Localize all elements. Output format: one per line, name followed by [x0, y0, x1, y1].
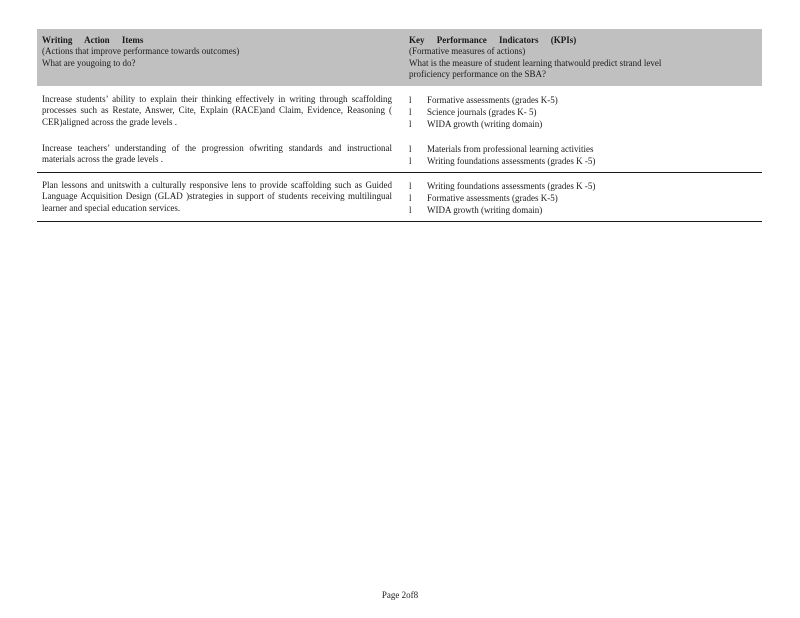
kpi-text: Writing foundations assessments (grades K -5) — [427, 181, 596, 191]
kpi-item — [409, 143, 749, 155]
header-kpi-question: What is the measure of student learning thatwould predict strand level — [409, 57, 662, 68]
kpi-item — [409, 94, 749, 106]
action-item-3: Plan lessons and unitswith a culturally responsive lens to provide scaffolding such as Guided Language Acquisition Design (GLAD )strategies in support of students receiving multilingual learner and special education services. — [42, 180, 392, 213]
header-actions-column — [42, 35, 402, 69]
kpi-text: WIDA growth (writing domain) — [427, 205, 543, 215]
table-row-group-1 — [37, 86, 762, 173]
kpi-item — [409, 155, 749, 167]
header-actions-title: Writing Action Items — [42, 35, 144, 45]
bullet-icon: l — [409, 119, 412, 129]
bullet-icon: l — [409, 144, 412, 154]
header-kpi-column — [409, 35, 754, 81]
kpi-list-2 — [409, 143, 749, 167]
bullet-icon: l — [409, 95, 412, 105]
action-item-2: Increase teachers’ understanding of the progression ofwriting standards and instructional materials across the grade levels . — [42, 143, 392, 165]
kpi-list-1 — [409, 94, 749, 130]
kpi-list-3 — [409, 180, 749, 216]
page-number: Page 2of8 — [381, 590, 419, 600]
kpi-text: Writing foundations assessments (grades K -5) — [427, 156, 596, 166]
bullet-icon: l — [409, 156, 412, 166]
kpi-item — [409, 118, 749, 130]
bullet-icon: l — [409, 107, 412, 117]
kpi-text: Formative assessments (grades K-5) — [427, 193, 558, 203]
bullet-icon: l — [409, 181, 412, 191]
header-actions-subtitle: (Actions that improve performance towards outcomes) — [42, 46, 240, 57]
kpi-item — [409, 180, 749, 192]
action-kpi-table — [37, 29, 762, 222]
kpi-item — [409, 204, 749, 216]
kpi-item — [409, 106, 749, 118]
header-kpi-question-cont: proficiency performance on the SBA? — [409, 69, 546, 80]
bullet-icon: l — [409, 205, 412, 215]
header-actions-question: What are yougoing to do? — [42, 57, 136, 68]
table-row-group-2 — [37, 173, 762, 222]
header-kpi-title: Key Performance Indicators (KPIs) — [409, 35, 577, 45]
kpi-item — [409, 192, 749, 204]
kpi-text: Formative assessments (grades K-5) — [427, 95, 558, 105]
table-header — [37, 29, 762, 86]
kpi-text: Materials from professional learning activities — [427, 144, 594, 154]
header-kpi-subtitle: (Formative measures of actions) — [409, 46, 526, 57]
bullet-icon: l — [409, 193, 412, 203]
kpi-text: Science journals (grades K- 5) — [427, 107, 537, 117]
kpi-text: WIDA growth (writing domain) — [427, 119, 543, 129]
action-item-1: Increase students’ ability to explain their thinking effectively in writing through scaffolding processes such as Restate, Answer, Cite, Explain (RACE)and Claim, Evidence, Reasoning ( CER)aligned across the grade levels . — [42, 94, 392, 127]
